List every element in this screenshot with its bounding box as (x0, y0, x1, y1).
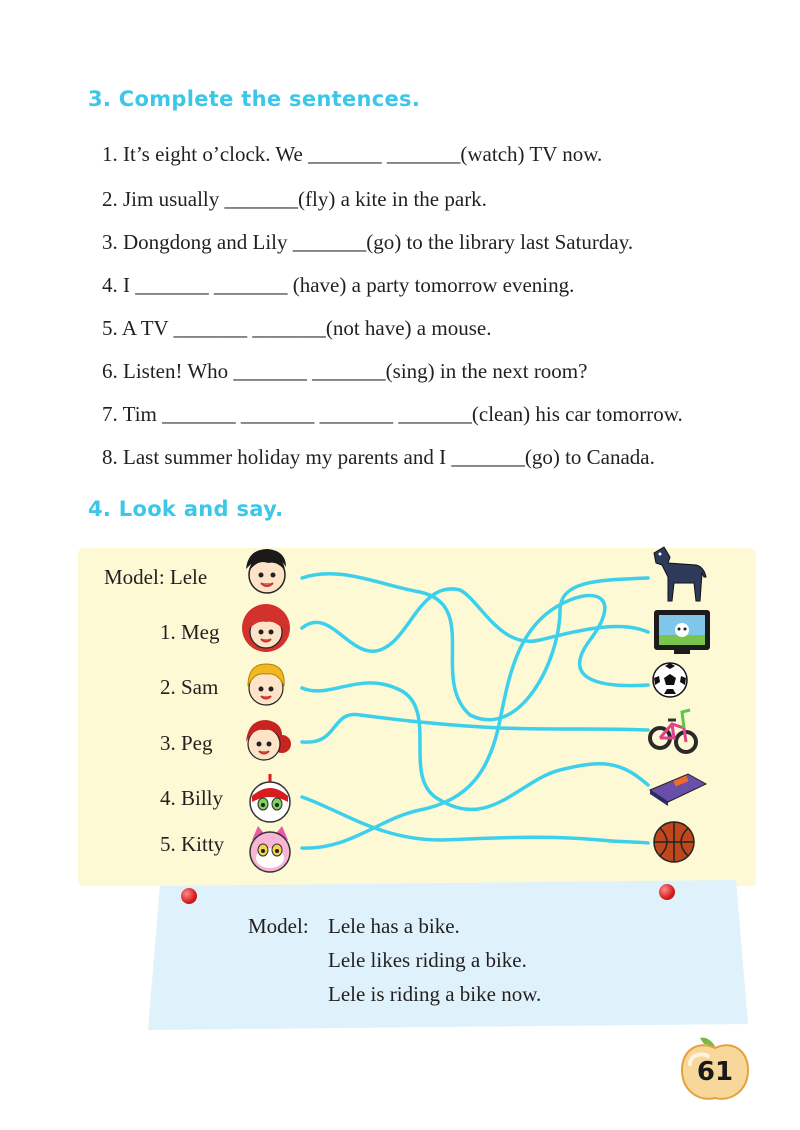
sentence-4: 4. I _______ _______ (have) a party tomorrow evening. (102, 273, 575, 297)
sentence-3: 3. Dongdong and Lily _______(go) to the library last Saturday. (102, 230, 634, 254)
line-sam (302, 683, 648, 810)
horse-icon (650, 543, 710, 603)
line-meg (302, 589, 648, 651)
kite-icon (648, 760, 708, 820)
section-4-heading: 4. Look and say. (88, 497, 284, 521)
sentence-2: 2. Jim usually _______(fly) a kite in the park. (102, 187, 487, 211)
name-meg: 1. Meg (160, 620, 220, 644)
tv-icon (652, 604, 712, 664)
sentence-7: 7. Tim _______ _______ _______ _______(clean) his car tomorrow. (102, 402, 683, 426)
name-sam: 2. Sam (160, 675, 219, 699)
name-kitty: 5. Kitty (160, 832, 225, 856)
model-line-1: Lele has a bike. (328, 914, 460, 938)
basketball-icon (652, 818, 712, 878)
page-number: 61 (696, 1057, 734, 1087)
model-line-3: Lele is riding a bike now. (328, 982, 542, 1006)
pin-right-icon (659, 884, 675, 900)
model-line-2: Lele likes riding a bike. (328, 948, 527, 972)
sentence-1: 1. It’s eight o’clock. We _______ _______(watch) TV now. (102, 142, 603, 166)
pin-left-icon (181, 888, 197, 904)
model-name-lele: Model: Lele (104, 565, 208, 589)
name-peg: 3. Peg (160, 731, 213, 755)
model-note-label: Model: (248, 914, 309, 938)
name-billy: 4. Billy (160, 786, 224, 810)
bike-icon (648, 702, 708, 762)
sentence-5: 5. A TV _______ _______(not have) a mouse. (102, 316, 492, 340)
sentence-8: 8. Last summer holiday my parents and I _______(go) to Canada. (102, 445, 655, 469)
apple-page-number-icon (678, 1034, 752, 1104)
sentence-6: 6. Listen! Who _______ _______(sing) in the next room? (102, 359, 588, 383)
section-3-heading: 3. Complete the sentences. (88, 87, 421, 111)
